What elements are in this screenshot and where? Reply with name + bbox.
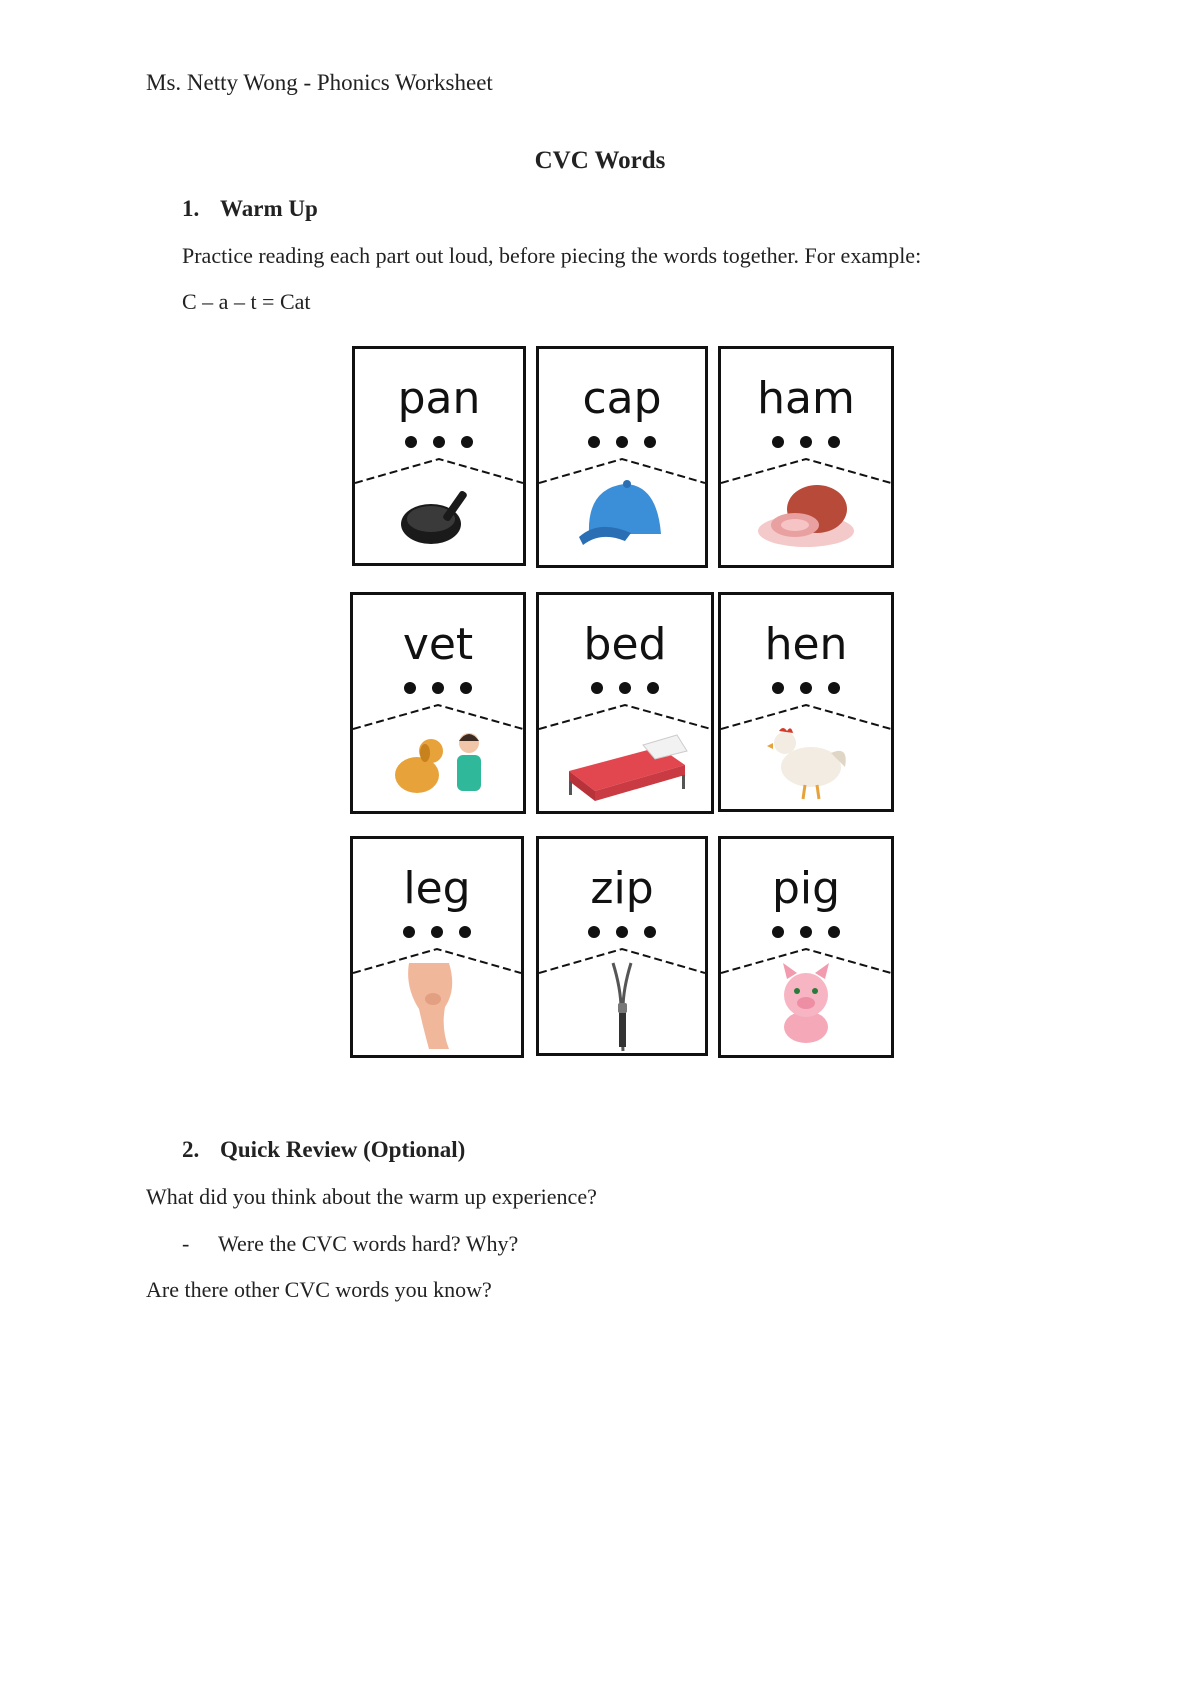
card-word: leg	[403, 863, 471, 914]
worksheet-header: Ms. Netty Wong - Phonics Worksheet	[146, 70, 493, 95]
card-word: pan	[397, 373, 481, 424]
warm-up-instructions: Practice reading each part out loud, before piecing the words together. For example:	[182, 243, 922, 268]
word-card-ham	[718, 346, 894, 568]
section-title: Warm Up	[220, 196, 318, 221]
card-word: vet	[402, 619, 474, 670]
vet-with-dog-icon	[353, 595, 523, 811]
pig-icon	[721, 839, 891, 1055]
review-question-2: Are there other CVC words you know?	[146, 1277, 492, 1302]
ham-icon	[721, 349, 891, 565]
word-card-leg	[350, 836, 524, 1058]
frying-pan-icon	[355, 349, 523, 563]
word-card-pig	[718, 836, 894, 1058]
card-word: hen	[764, 619, 848, 670]
card-word: bed	[583, 619, 667, 670]
card-word: pig	[771, 863, 841, 914]
bullet-marker: -	[182, 1231, 190, 1256]
section-number: 1.	[182, 196, 200, 221]
word-card-zip	[536, 836, 708, 1056]
card-word: zip	[590, 863, 654, 914]
section-heading-quick-review	[182, 1137, 465, 1163]
page-title: CVC Words	[534, 147, 666, 174]
word-card-bed	[536, 592, 714, 814]
hen-icon	[721, 595, 891, 809]
review-bullet-text: Were the CVC words hard? Why?	[218, 1231, 519, 1256]
card-word: ham	[757, 373, 855, 424]
section-heading-warm-up	[182, 196, 318, 222]
word-card-pan	[352, 346, 526, 566]
review-bullet	[182, 1231, 518, 1257]
word-card-cap	[536, 346, 708, 568]
cap-icon	[539, 349, 705, 565]
bed-icon	[539, 595, 711, 811]
section-number: 2.	[182, 1137, 200, 1162]
leg-icon	[353, 839, 521, 1055]
warm-up-example: C – a – t = Cat	[182, 289, 311, 314]
section-title: Quick Review (Optional)	[220, 1137, 466, 1162]
word-card-hen	[718, 592, 894, 812]
card-word: cap	[582, 373, 662, 424]
review-question-1: What did you think about the warm up experience?	[146, 1184, 597, 1209]
word-card-vet	[350, 592, 526, 814]
zipper-icon	[539, 839, 705, 1053]
